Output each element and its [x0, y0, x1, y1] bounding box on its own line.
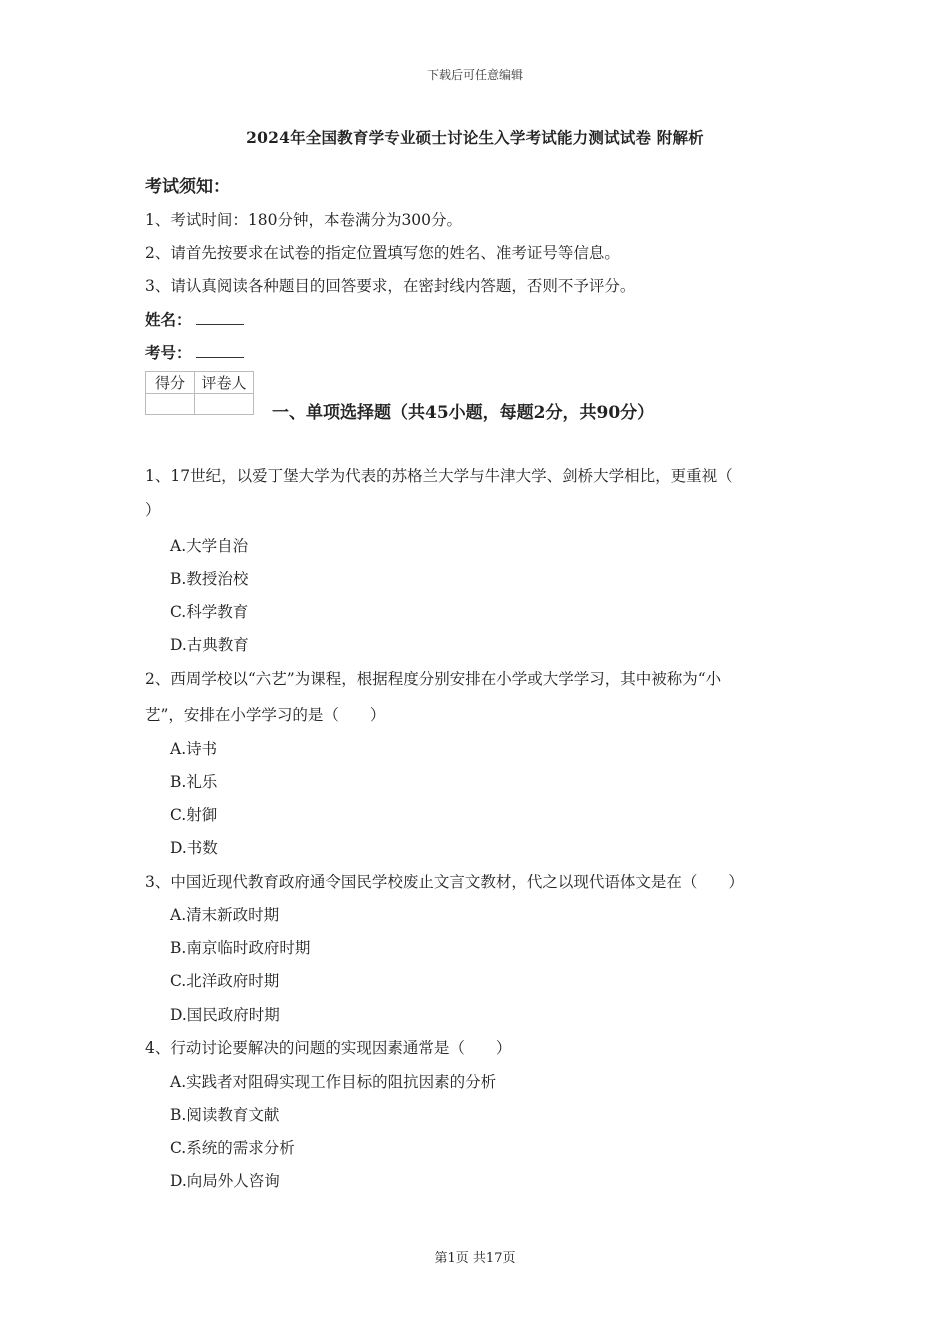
score-header: 得分 [146, 372, 195, 394]
score-cell [146, 394, 195, 415]
question-stem: 1、17世纪，以爱丁堡大学为代表的苏格兰大学与牛津大学、剑桥大学相比，更重视（ [145, 467, 733, 485]
name-field [145, 308, 244, 330]
option: C.科学教育 [170, 603, 249, 621]
option: C.北洋政府时期 [170, 972, 280, 990]
grader-cell [195, 394, 254, 415]
question-stem: 2、西周学校以“六艺”为课程，根据程度分别安排在小学或大学学习，其中被称为“小 [145, 670, 722, 688]
notice-item: 2、请首先按要求在试卷的指定位置填写您的姓名、准考证号等信息。 [145, 244, 620, 262]
section-title: 一、单项选择题（共45小题，每题2分，共90分） [272, 403, 655, 423]
option: D.国民政府时期 [170, 1006, 280, 1024]
option: D.书数 [170, 839, 218, 857]
question-stem-cont: 艺”，安排在小学学习的是（ ） [145, 706, 386, 724]
question-stem-cont: ） [145, 501, 161, 519]
option: A.大学自治 [170, 537, 249, 555]
notice-item: 1、考试时间：180分钟，本卷满分为300分。 [145, 211, 463, 229]
notice-heading: 考试须知： [145, 177, 230, 197]
option: D.向局外人咨询 [170, 1172, 280, 1190]
page-footer: 第1页 共17页 [434, 1251, 516, 1266]
name-blank [196, 310, 244, 325]
header-note: 下载后可任意编辑 [426, 68, 523, 82]
grader-header: 评卷人 [195, 372, 254, 394]
option: D.古典教育 [170, 636, 249, 654]
notice-item: 3、请认真阅读各种题目的回答要求，在密封线内答题，否则不予评分。 [145, 277, 636, 295]
id-label: 考号： [145, 343, 192, 362]
option: B.礼乐 [170, 773, 218, 791]
option: B.教授治校 [170, 570, 249, 588]
option: C.射御 [170, 806, 218, 824]
score-table [145, 371, 254, 415]
document-title: 2024年全国教育学专业硕士讨论生入学考试能力测试试卷 附解析 [246, 128, 704, 147]
option: C.系统的需求分析 [170, 1139, 295, 1157]
option: B.阅读教育文献 [170, 1106, 280, 1124]
id-field [145, 341, 244, 363]
question-stem: 4、行动讨论要解决的问题的实现因素通常是（ ） [145, 1039, 512, 1057]
option: A.诗书 [170, 740, 218, 758]
name-label: 姓名： [145, 310, 192, 329]
option: A.清末新政时期 [170, 906, 280, 924]
option: B.南京临时政府时期 [170, 939, 311, 957]
question-stem: 3、中国近现代教育政府通令国民学校废止文言文教材，代之以现代语体文是在（ ） [145, 873, 744, 891]
option: A.实践者对阻碍实现工作目标的阻抗因素的分析 [170, 1073, 497, 1091]
id-blank [196, 343, 244, 358]
